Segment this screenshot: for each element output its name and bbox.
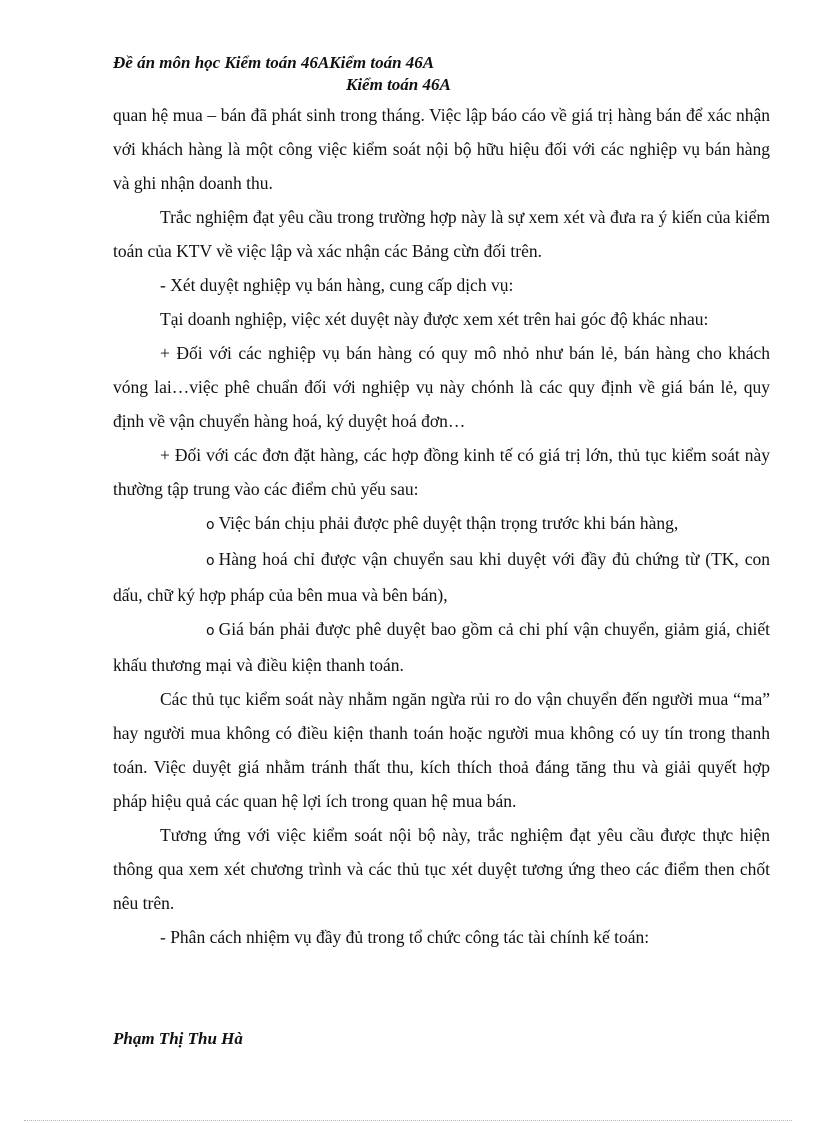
bullet-pricing: [113, 612, 770, 682]
paragraph-approval-intro: Tại doanh nghiệp, việc xét duyệt này được xem xét trên hai góc độ khác nhau:: [160, 309, 709, 329]
bullet-text: Việc bán chịu phải được phê duyệt thận trọng trước khi bán hàng,: [218, 513, 679, 533]
bullet-marker: o: [206, 623, 215, 639]
paragraph-segregation-heading: - Phân cách nhiệm vụ đầy đủ trong tổ chức công tác tài chính kế toán:: [160, 927, 650, 947]
bullet-marker: o: [206, 517, 215, 533]
paragraph-approval-heading: - Xét duyệt nghiệp vụ bán hàng, cung cấp dịch vụ:: [160, 275, 514, 295]
bullet-marker: o: [206, 553, 215, 569]
header-title-line2: Kiểm toán 46A: [346, 75, 451, 94]
paragraph-continuation: quan hệ mua – bán đã phát sinh trong tháng. Việc lập báo cáo về giá trị hàng bán để xác nhận với khách hàng là một công việc kiểm soát nội bộ hữu hiệu đối với các nghiệp vụ bán hàng và ghi nhận doanh thu.: [113, 105, 770, 193]
paragraph-control-purpose: Các thủ tục kiểm soát này nhằm ngăn ngừa rủi ro do vận chuyển đến người mua “ma” hay người mua không có điều kiện thanh toán hoặc người mua không có uy tín trong thanh toán. Việc duyệt giá nhằm tránh thất thu, kích thích thoả đáng tăng thu và giải quyết hợp pháp hiệu quả các quan hệ lợi ích trong quan hệ mua bán.: [113, 689, 770, 811]
bullet-credit-sales: [113, 506, 770, 542]
paragraph-test-of-controls: Trắc nghiệm đạt yêu cầu trong trường hợp này là sự xem xét và đưa ra ý kiến của kiểm toán của KTV về việc lập và xác nhận các Bảng cừn đối trên.: [113, 207, 770, 261]
document-body: [113, 98, 770, 954]
header-title-line1: Đề án môn học Kiểm toán 46AKiểm toán 46A: [113, 53, 435, 72]
page-header: [113, 52, 713, 96]
paragraph-corresponding-test: Tương ứng với việc kiểm soát nội bộ này, trắc nghiệm đạt yêu cầu được thực hiện thông qua xem xét chương trình và các thủ tục xét duyệt tương ứng theo các điểm then chốt nêu trên.: [113, 825, 770, 913]
bullet-text: Giá bán phải được phê duyệt bao gồm cả chi phí vận chuyển, giảm giá, chiết khấu thương mại và điều kiện thanh toán.: [113, 619, 770, 675]
footer-author: Phạm Thị Thu Hà: [113, 1029, 243, 1048]
paragraph-small-sales: + Đối với các nghiệp vụ bán hàng có quy mô nhỏ như bán lẻ, bán hàng cho khách vóng lai…việc phê chuẩn đối với nghiệp vụ này chónh là các quy định về giá bán lẻ, quy định về vận chuyển hàng hoá, ký duyệt hoá đơn…: [113, 343, 770, 431]
bullet-shipping: [113, 542, 770, 612]
paragraph-large-orders: + Đối với các đơn đặt hàng, các hợp đồng kinh tế có giá trị lớn, thủ tục kiểm soát này thường tập trung vào các điểm chủ yếu sau:: [113, 445, 770, 499]
bullet-text: Hàng hoá chỉ được vận chuyển sau khi duyệt với đầy đủ chứng từ (TK, con dấu, chữ ký hợp pháp của bên mua và bên bán),: [113, 549, 770, 605]
page-bottom-divider: [24, 1120, 792, 1121]
